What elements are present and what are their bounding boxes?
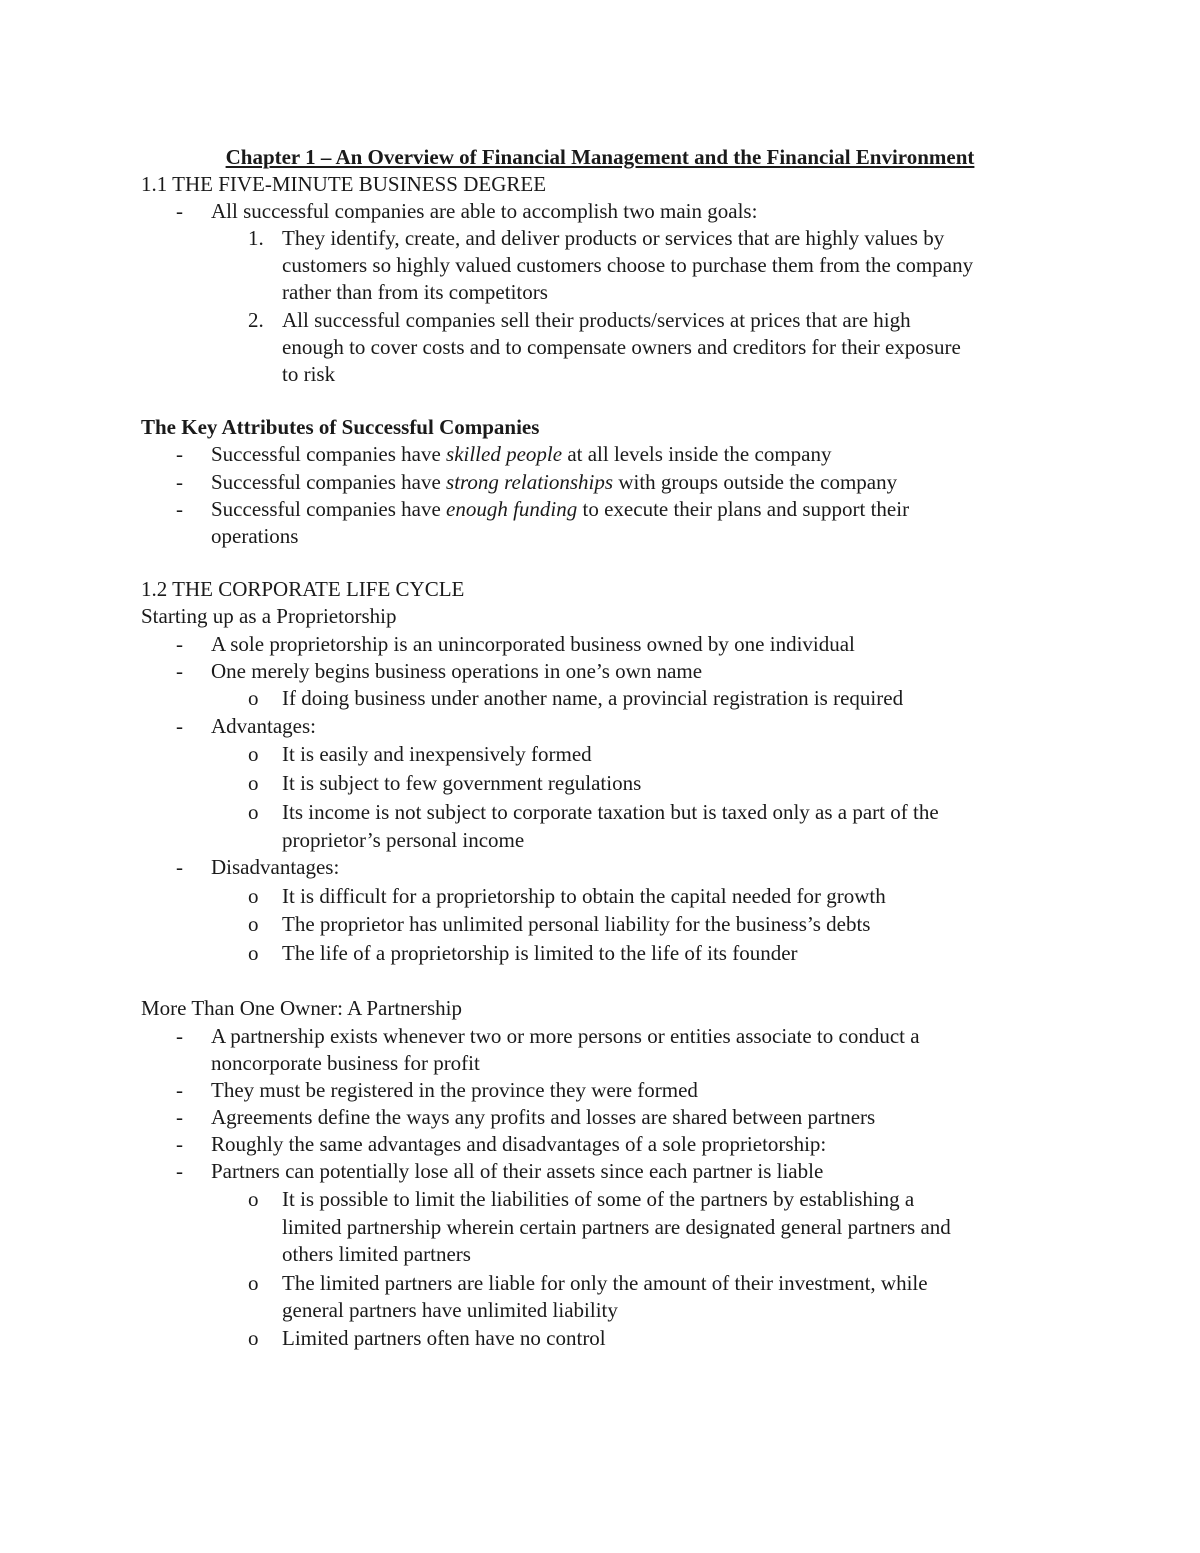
list-item: operations [211,524,299,548]
list-item: Successful companies have enough funding to execute their plans and support their [211,497,910,521]
list-item: limited partnership wherein certain partners are designated general partners and [282,1215,951,1239]
dash-bullet: - [176,1132,183,1156]
circle-bullet: o [248,1326,259,1350]
list-item: The proprietor has unlimited personal liability for the business’s debts [282,912,871,936]
page-title: Chapter 1 – An Overview of Financial Management and the Financial Environment [225,145,975,169]
section-heading-1-2: 1.2 THE CORPORATE LIFE CYCLE [141,577,465,601]
list-item: Disadvantages: [211,855,340,879]
goal-number: 2. [248,308,264,332]
circle-bullet: o [248,912,259,936]
goal-number: 1. [248,226,264,250]
dash-bullet: - [176,632,183,656]
list-item: Successful companies have skilled people at all levels inside the company [211,442,832,466]
circle-bullet: o [248,771,259,795]
list-item: Successful companies have strong relationships with groups outside the company [211,470,898,494]
circle-bullet: o [248,800,259,824]
circle-bullet: o [248,1271,259,1295]
list-item: Its income is not subject to corporate taxation but is taxed only as a part of the [282,800,939,824]
dash-bullet: - [176,442,183,466]
dash-bullet: - [176,1078,183,1102]
list-item: proprietor’s personal income [282,828,525,852]
list-item: All successful companies sell their products/services at prices that are high [282,308,911,332]
circle-bullet: o [248,884,259,908]
dash-bullet: - [176,1159,183,1183]
dash-bullet: - [176,714,183,738]
subheading-proprietorship: Starting up as a Proprietorship [141,604,397,628]
list-item: They must be registered in the province they were formed [211,1078,698,1102]
list-item: customers so highly valued customers choose to purchase them from the company [282,253,974,277]
list-item: All successful companies are able to accomplish two main goals: [211,199,758,223]
subheading-partnership: More Than One Owner: A Partnership [141,996,462,1020]
list-item: A partnership exists whenever two or more persons or entities associate to conduct a [211,1024,920,1048]
list-item: others limited partners [282,1242,471,1266]
list-item: They identify, create, and deliver products or services that are highly values by [282,226,945,250]
circle-bullet: o [248,941,259,965]
dash-bullet: - [176,1024,183,1048]
list-item: It is easily and inexpensively formed [282,742,592,766]
list-item: It is difficult for a proprietorship to obtain the capital needed for growth [282,884,886,908]
list-item: Agreements define the ways any profits and losses are shared between partners [211,1105,876,1129]
dash-bullet: - [176,1105,183,1129]
dash-bullet: - [176,497,183,521]
circle-bullet: o [248,1187,259,1211]
list-item: The limited partners are liable for only the amount of their investment, while [282,1271,928,1295]
list-item: Roughly the same advantages and disadvantages of a sole proprietorship: [211,1132,827,1156]
dash-bullet: - [176,470,183,494]
list-item: to risk [282,362,336,386]
dash-bullet: - [176,659,183,683]
list-item: One merely begins business operations in one’s own name [211,659,703,683]
list-item: general partners have unlimited liability [282,1298,618,1322]
list-item: noncorporate business for profit [211,1051,480,1075]
dash-bullet: - [176,855,183,879]
circle-bullet: o [248,742,259,766]
circle-bullet: o [248,686,259,710]
list-item: The life of a proprietorship is limited to the life of its founder [282,941,798,965]
section-heading-1-1: 1.1 THE FIVE-MINUTE BUSINESS DEGREE [141,172,547,196]
dash-bullet: - [176,199,183,223]
list-item: A sole proprietorship is an unincorporated business owned by one individual [211,632,855,656]
list-item: Partners can potentially lose all of their assets since each partner is liable [211,1159,824,1183]
list-item: Limited partners often have no control [282,1326,606,1350]
list-item: Advantages: [211,714,316,738]
list-item: If doing business under another name, a provincial registration is required [282,686,904,710]
list-item: enough to cover costs and to compensate owners and creditors for their exposure [282,335,961,359]
list-item: It is possible to limit the liabilities of some of the partners by establishing a [282,1187,915,1211]
list-item: It is subject to few government regulations [282,771,642,795]
section-heading-key-attributes: The Key Attributes of Successful Companies [141,415,540,439]
list-item: rather than from its competitors [282,280,548,304]
